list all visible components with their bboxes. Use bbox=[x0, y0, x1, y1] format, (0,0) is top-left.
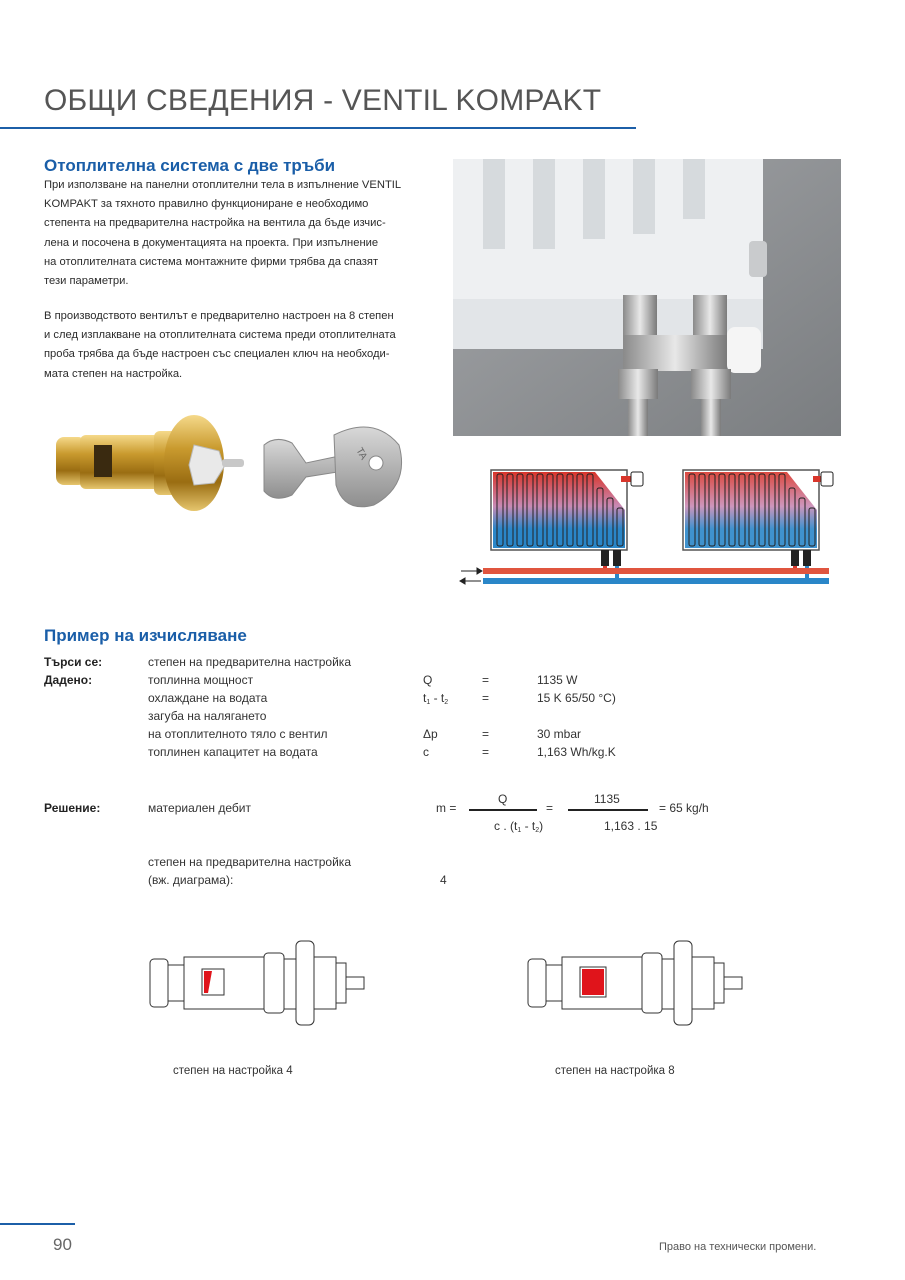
text-line: мата степен на настройка. bbox=[44, 367, 183, 380]
page-title: ОБЩИ СВЕДЕНИЯ - VENTIL KOMPAKT bbox=[44, 84, 602, 117]
footer-note: Право на технически промени. bbox=[659, 1241, 817, 1253]
supply-pipe bbox=[483, 568, 829, 574]
given-symbol-heat-capacity: c bbox=[423, 745, 429, 759]
intro-paragraph bbox=[44, 176, 439, 291]
given-text-heat-capacity: топлинен капацитет на водата bbox=[148, 745, 318, 759]
solution-label: Решение: bbox=[44, 801, 101, 815]
fraction1-bar bbox=[469, 809, 537, 811]
symbol-t: - t bbox=[430, 691, 445, 705]
symbol-t: t bbox=[423, 691, 427, 705]
subscript: 2 bbox=[535, 827, 540, 834]
preset-key-icon bbox=[264, 427, 402, 507]
text-line: В производството вентилът е предварително настроен на 8 степен bbox=[44, 310, 394, 322]
den-part: - t bbox=[521, 819, 536, 833]
radiator-valve-photo bbox=[453, 159, 841, 436]
valve-setting-8-drawing bbox=[526, 935, 746, 1030]
mass-flow-symbol: m = bbox=[436, 801, 457, 815]
key-engraving: TA bbox=[353, 446, 369, 462]
given-eq: = bbox=[482, 673, 490, 687]
setting-indicator-8 bbox=[582, 969, 604, 995]
given-text-power: топлинна мощност bbox=[148, 673, 254, 687]
text-line: степента на предварителна настройка на вентила да бъде изчис- bbox=[44, 217, 386, 230]
fraction2-denominator: 1,163 . 15 bbox=[604, 819, 658, 833]
text-line: проба трябва да бъде настроен със специален ключ на необходи- bbox=[44, 348, 390, 361]
den-part: ) bbox=[539, 819, 544, 833]
given-symbol-power: Q bbox=[423, 673, 433, 687]
given-value-pressure: 30 mbar bbox=[537, 727, 582, 741]
radiator-1-icon bbox=[491, 470, 643, 584]
title-divider bbox=[0, 127, 636, 129]
valve-insert-icon bbox=[56, 415, 244, 511]
text-line: и след изплакване на отоплителната система преди отоплителната bbox=[44, 329, 396, 342]
sought-text: степен на предварителна настройка bbox=[148, 655, 351, 669]
flow-arrow-out-icon bbox=[460, 578, 481, 584]
given-symbol-pressure: Δp bbox=[423, 727, 438, 741]
den-part: c . (t bbox=[494, 819, 518, 833]
fraction2-numerator: 1135 bbox=[594, 792, 620, 806]
flow-arrow-in-icon bbox=[461, 568, 482, 574]
given-eq: = bbox=[482, 691, 490, 705]
fraction1-numerator: Q bbox=[498, 792, 508, 806]
text-line: лена и посочена в документацията на проекта. При изпълнение bbox=[44, 236, 379, 249]
page-number: 90 bbox=[53, 1235, 72, 1254]
two-pipe-system-diagram bbox=[455, 458, 835, 588]
subscript: 2 bbox=[444, 699, 449, 706]
valve-right-caption: степен на настройка 8 bbox=[555, 1065, 675, 1077]
preset-text-line1: степен на предварителна настройка bbox=[148, 855, 351, 869]
footer-divider bbox=[0, 1223, 75, 1225]
radiator-2-icon bbox=[683, 470, 833, 584]
preset-text-line2: (вж. диаграма): bbox=[148, 873, 234, 887]
text-line: тези параметри. bbox=[44, 275, 129, 288]
text-line: на отоплителната система монтажните фирми трябва да спазят bbox=[44, 255, 379, 268]
solution-text: материален дебит bbox=[148, 801, 251, 815]
given-value-heat-capacity: 1,163 Wh/kg.K bbox=[537, 745, 616, 759]
given-symbol-cooling bbox=[423, 691, 448, 706]
factory-preset-paragraph bbox=[44, 307, 439, 384]
valve-setting-4-drawing bbox=[148, 935, 368, 1030]
fraction1-denominator bbox=[494, 819, 543, 834]
preset-value: 4 bbox=[440, 873, 447, 887]
text-line: KOMPAKT за тяхното правилно функциониране е необходимо bbox=[44, 198, 369, 211]
text-line: При използване на панелни отоплителни тела в изпълнение VENTIL bbox=[44, 179, 402, 191]
subscript: 1 bbox=[426, 699, 431, 706]
given-text-pressure-loss: загуба на налягането bbox=[148, 709, 267, 723]
mass-flow-result: = 65 kg/h bbox=[659, 801, 709, 815]
section-heading-example: Пример на изчисляване bbox=[44, 626, 247, 645]
given-eq: = bbox=[482, 745, 490, 759]
fraction2-bar bbox=[568, 809, 648, 811]
given-text-pressure-valve: на отоплителното тяло с вентил bbox=[148, 727, 328, 741]
equals-sign: = bbox=[546, 801, 554, 815]
given-value-cooling: 15 K 65/50 °C) bbox=[537, 691, 616, 705]
given-text-cooling: охлаждане на водата bbox=[148, 691, 268, 705]
given-value-power: 1135 W bbox=[537, 673, 578, 687]
sought-label: Търси се: bbox=[44, 655, 103, 669]
subscript: 1 bbox=[517, 827, 522, 834]
section-heading-two-pipe: Отоплителна система с две тръби bbox=[44, 156, 336, 175]
given-label: Дадено: bbox=[44, 673, 93, 687]
valve-left-caption: степен на настройка 4 bbox=[173, 1065, 293, 1077]
valve-insert-and-key-image bbox=[44, 405, 414, 525]
return-pipe bbox=[483, 578, 829, 584]
given-eq: = bbox=[482, 727, 490, 741]
